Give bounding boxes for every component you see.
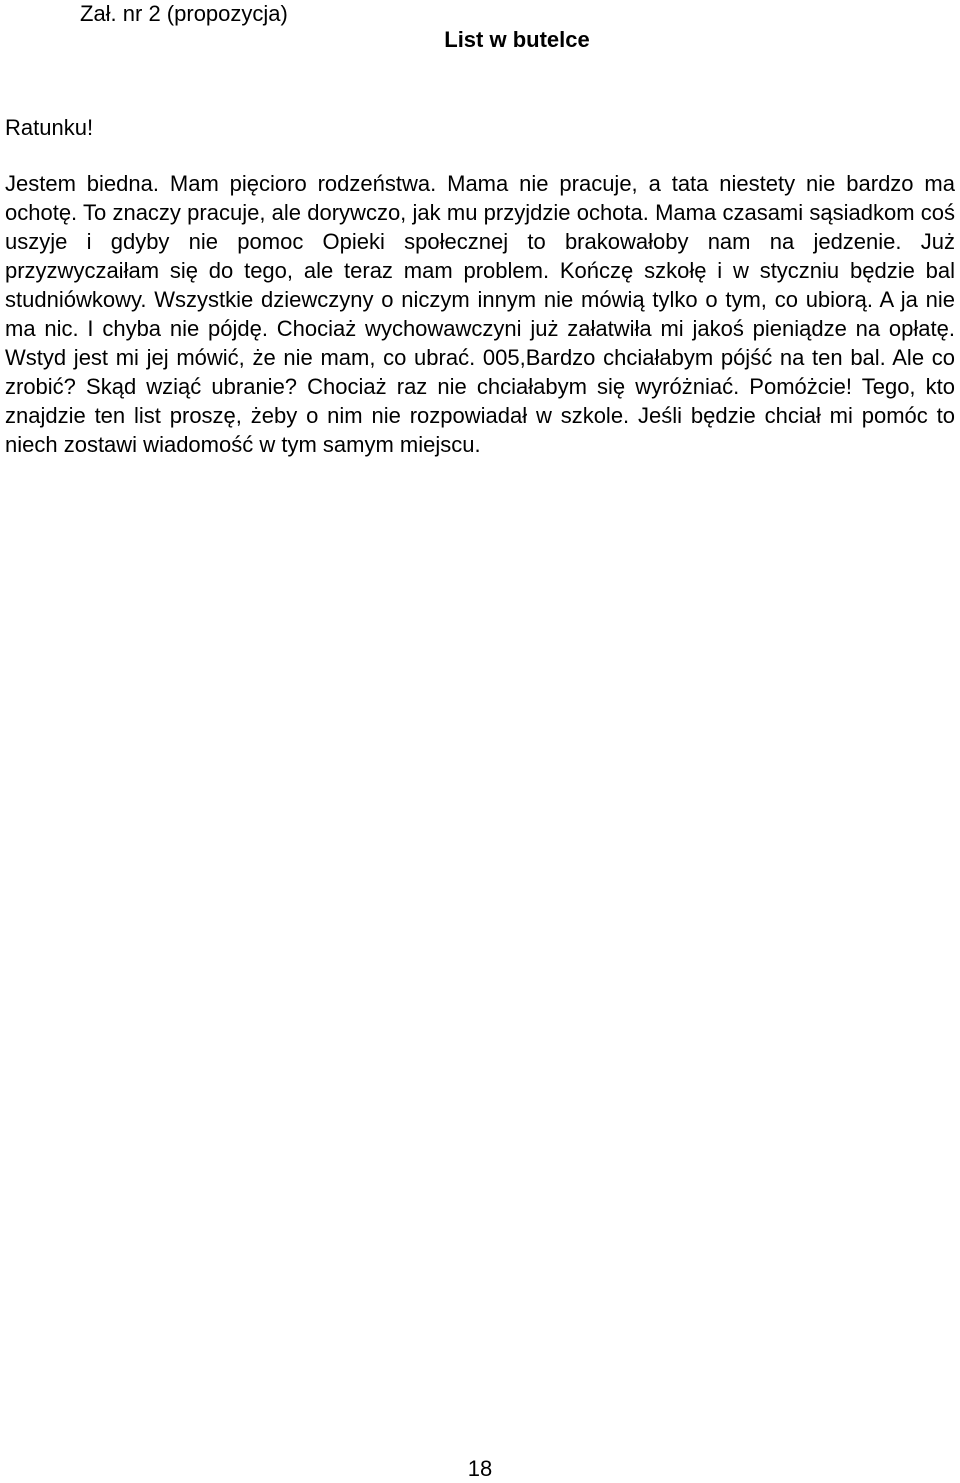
letter-body: Jestem biedna. Mam pięcioro rodzeństwa. Mama nie pracuje, a tata niestety nie bardzo ma ochotę. To znaczy pracuje, ale dorywczo, jak mu przyjdzie ochota. Mama czasami sąsiadkom coś uszyje i gdyby nie pomoc Opieki społecznej to brakowałoby nam na jedzenie. Już przyzwyczaiłam się do tego, ale teraz mam problem. Kończę szkołę i w styczniu będzie bal studniówkowy. Wszystkie dziewczyny o niczym innym nie mówią tylko o tym, co ubiorą. A ja nie ma nic. I chyba nie pójdę. Chociaż wychowawczyni już załatwiła mi jakoś pieniądze na opłatę. Wstyd jest mi jej mówić, że nie mam, co ubrać. 005,Bardzo chciałabym pójść na ten bal. Ale co zrobić? Skąd wziąć ubranie? Chociaż raz nie chciałabym się wyróżniać. Pomóżcie! Tego, kto znajdzie ten list proszę, żeby o nim nie rozpowiadał w szkole. Jeśli będzie chciał mi pomóc to niech zostawi wiadomość w tym samym miejscu.: [5, 171, 955, 457]
letter-greeting: Ratunku!: [5, 115, 94, 140]
page-number: 18: [467, 1456, 493, 1481]
document-title: List w butelce: [444, 27, 590, 52]
attachment-label: Zał. nr 2 (propozycja): [80, 1, 288, 26]
